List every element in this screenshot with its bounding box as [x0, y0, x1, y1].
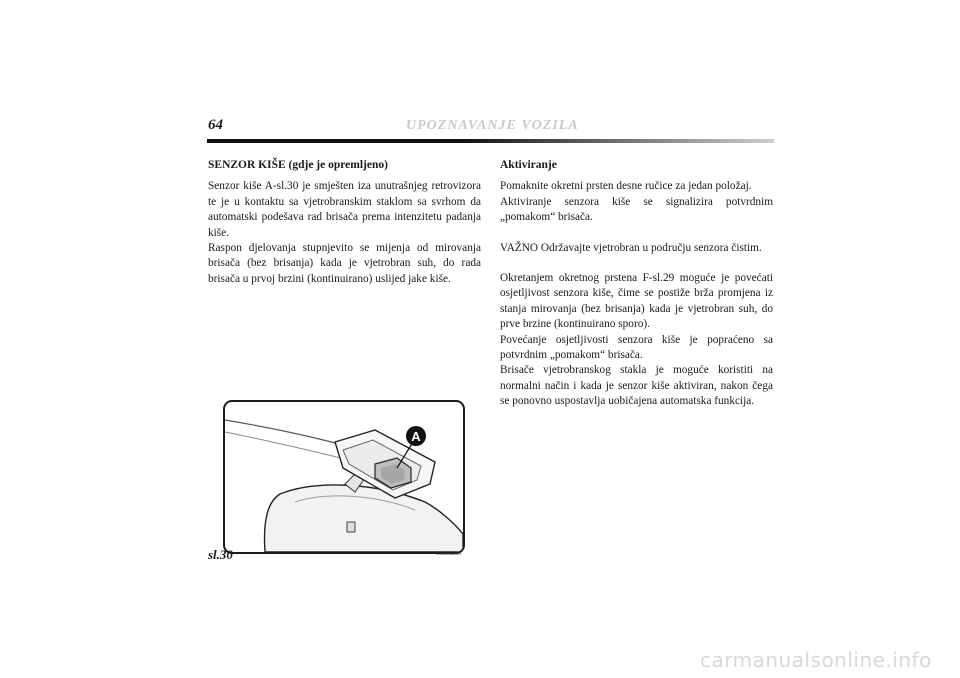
figure-code: L0E0023m [437, 551, 462, 557]
paragraph: Pomaknite okretni prsten desne ručice za jedan položaj. [500, 180, 752, 193]
paragraph: Povećanje osjetljivosti senzora kiše je popraćeno sa potvrdnim „pomakom“ brisača. [500, 333, 773, 362]
rain-sensor-illustration [223, 400, 465, 554]
mirror-sensor-drawing [225, 402, 463, 552]
figure-caption: sl.30 [208, 547, 233, 562]
paragraph: Senzor kiše A-sl.30 je smješten iza unutrašnjeg retrovizora te je u kontaktu sa vjetrobranskim staklom sa svrhom da automatski podešava rad brisača prema intenzitetu padanja kiše. [208, 180, 481, 239]
paragraph: Raspon djelovanja stupnjevito se mijenja od mirovanja brisača (bez brisanja) kada je vjetrobran suh, do rada brisača u prvoj brzini (kontinuirano) uslijed jake kiše. [208, 242, 481, 285]
section-heading-activation: Aktiviranje [500, 159, 557, 171]
figure-label-a: A [411, 429, 421, 444]
paragraph: Brisače vjetrobranskog stakla je moguće koristiti na normalni način i kada je senzor kiše aktiviran, nakon čega se ponovno uspostavlja uobičajena automatska funkcija. [500, 364, 773, 408]
section-heading-rain-sensor: SENZOR KIŠE (gdje je opremljeno) [208, 159, 388, 171]
important-note: VAŽNO Održavajte vjetrobran u području senzora čistim. [500, 241, 762, 254]
chapter-title: UPOZNAVANJE VOZILA [406, 118, 579, 133]
header-rule [207, 139, 774, 143]
right-column [500, 158, 773, 410]
page-number: 64 [208, 117, 223, 133]
left-column [208, 158, 481, 287]
watermark: carmanualsonline.info [700, 648, 932, 672]
paragraph: Okretanjem okretnog prstena F-sl.29 moguće je povećati osjetljivost senzora kiše, čime se postiže brža promjena iz stanja mirovanja (bez brisanja) kada je vjetrobran suh, do prve brzine (kontinuirano sporo). [500, 272, 773, 331]
paragraph: Aktiviranje senzora kiše se signalizira potvrdnim „pomakom“ brisača. [500, 195, 773, 224]
